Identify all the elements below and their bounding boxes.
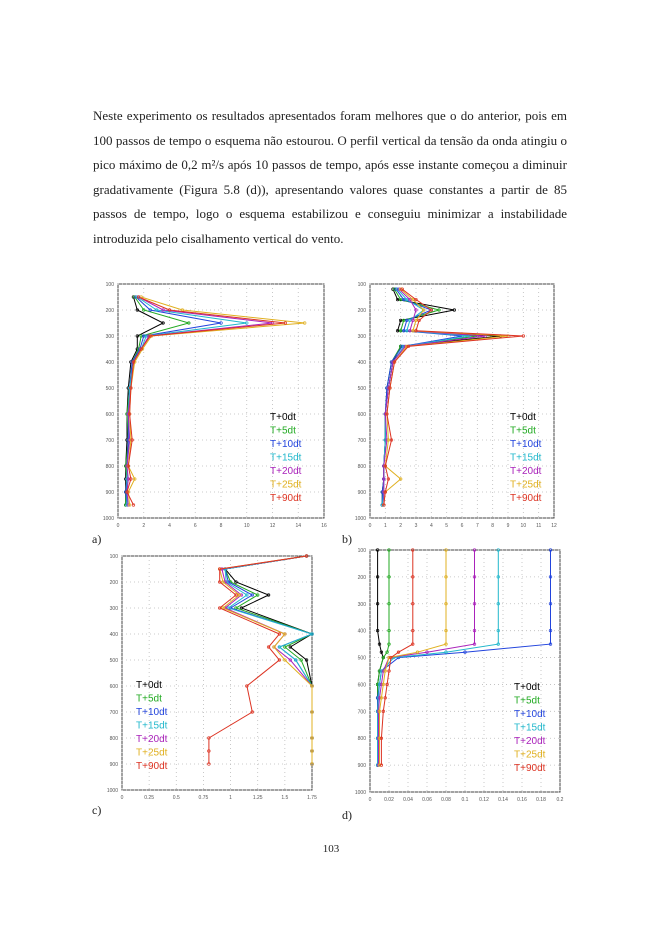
legend-entry: T+10dt [510, 439, 542, 450]
y-tick-label: 400 [357, 628, 366, 635]
y-tick-label: 500 [109, 658, 118, 664]
legend-entry: T+0dt [270, 412, 296, 423]
y-tick-label: 400 [105, 360, 114, 366]
figure-panel-b [342, 280, 562, 535]
x-tick-label: 3 [414, 523, 418, 529]
x-tick-label: 6 [460, 523, 464, 529]
legend-entry: T+90dt [270, 493, 302, 504]
x-tick-label: 10 [243, 523, 250, 529]
x-tick-label: 12 [269, 523, 276, 529]
y-tick-label: 800 [357, 464, 366, 470]
legend-entry: T+10dt [136, 707, 168, 718]
y-tick-label: 800 [357, 736, 366, 743]
y-tick-label: 600 [109, 684, 118, 690]
x-tick-label: 1.75 [307, 795, 317, 801]
y-tick-label: 100 [109, 554, 118, 560]
legend-entry: T+10dt [270, 439, 302, 450]
body-paragraph: Neste experimento os resultados apresentados foram melhores que o do anterior, pois em 100 passos de tempo o esquema não estourou. O perfil vertical da tensão da onda atingiu o pico máximo de 0,2 m²/s após 10 passos de tempo, após esse instante começou a diminuir gradativamente (Figura 5.8 (d)), apresentando valores quase constantes a partir de 85 passos de tempo, logo o esquema estabilizou e conseguiu minimizar a instabilidade introduzida pelo cisalhamento vertical do vento. [93, 108, 567, 246]
y-tick-label: 600 [105, 412, 114, 418]
legend-entry: T+20dt [514, 736, 546, 747]
x-tick-label: 0 [116, 523, 120, 529]
y-tick-label: 500 [357, 386, 366, 392]
panel-label-b: b) [342, 532, 352, 546]
y-tick-label: 1000 [102, 516, 114, 522]
y-tick-label: 400 [357, 360, 366, 366]
series-line [382, 289, 462, 505]
legend-entry: T+25dt [514, 749, 546, 761]
legend-entry: T+5dt [270, 425, 296, 437]
x-tick-label: 2 [399, 523, 403, 529]
x-tick-label: 0.75 [198, 795, 209, 801]
y-tick-label: 300 [357, 334, 366, 340]
chart-d [342, 544, 564, 806]
chart-a [88, 280, 328, 535]
y-tick-label: 900 [357, 763, 366, 770]
x-tick-label: 7 [475, 523, 479, 529]
legend-entry: T+25dt [136, 747, 168, 759]
y-tick-label: 200 [357, 574, 366, 581]
x-tick-label: 6 [193, 523, 197, 529]
y-tick-label: 400 [109, 632, 118, 638]
y-tick-label: 300 [105, 334, 114, 340]
legend-entry: T+25dt [270, 479, 302, 491]
panel-label-a: a) [92, 532, 102, 546]
legend-entry: T+20dt [136, 734, 168, 745]
x-tick-label: 12 [551, 523, 557, 529]
x-tick-label: 14 [295, 523, 302, 529]
x-tick-label: 4 [429, 523, 433, 529]
y-tick-label: 800 [105, 464, 114, 470]
legend-entry: T+20dt [270, 466, 302, 477]
x-tick-label: 1.25 [252, 795, 263, 801]
x-tick-label: 4 [168, 523, 171, 529]
x-tick-label: 1 [229, 795, 232, 801]
y-tick-label: 100 [357, 548, 366, 554]
chart-c [100, 548, 328, 803]
y-tick-label: 700 [105, 438, 114, 444]
x-tick-label: 0.25 [144, 795, 155, 801]
y-tick-label: 200 [105, 308, 114, 314]
figure-panel-a [88, 280, 328, 535]
legend-entry: T+15dt [510, 452, 542, 464]
y-tick-label: 1000 [106, 788, 118, 794]
y-tick-label: 700 [357, 438, 366, 444]
x-tick-label: 2 [142, 523, 146, 529]
legend-entry: T+90dt [514, 763, 546, 774]
legend-entry: T+90dt [510, 493, 542, 504]
y-tick-label: 1000 [354, 516, 366, 522]
chart-b [342, 280, 562, 535]
y-tick-label: 300 [357, 601, 366, 608]
y-tick-label: 700 [357, 709, 366, 716]
x-tick-label: 0.5 [172, 795, 180, 801]
x-tick-label: 0.08 [441, 797, 451, 803]
y-tick-label: 600 [357, 682, 366, 689]
x-tick-label: 5 [445, 523, 449, 529]
legend-entry: T+5dt [514, 695, 540, 707]
y-tick-label: 500 [357, 655, 366, 662]
x-tick-label: 0 [120, 795, 124, 801]
x-tick-label: 0.16 [517, 797, 527, 803]
legend-entry: T+15dt [514, 722, 546, 734]
x-tick-label: 0.14 [498, 797, 508, 803]
y-tick-label: 900 [357, 490, 366, 496]
series-line [382, 289, 477, 505]
x-tick-label: 0.12 [479, 797, 489, 803]
y-tick-label: 500 [105, 386, 114, 392]
y-tick-label: 200 [357, 308, 366, 314]
legend-entry: T+20dt [510, 466, 542, 477]
x-tick-label: 0 [368, 797, 372, 803]
series-line [126, 297, 163, 505]
x-tick-label: 1.5 [281, 795, 289, 801]
legend-entry: T+15dt [136, 720, 168, 732]
y-tick-label: 700 [109, 710, 118, 716]
y-tick-label: 900 [105, 490, 114, 496]
series-line [126, 297, 189, 505]
x-tick-label: 11 [536, 523, 542, 529]
x-tick-label: 0.06 [422, 797, 432, 803]
x-tick-label: 10 [520, 523, 527, 529]
y-tick-label: 1000 [354, 790, 366, 796]
series-line [378, 550, 499, 765]
x-tick-label: 16 [321, 523, 327, 529]
figure-panel-d [342, 544, 564, 806]
legend-entry: T+0dt [510, 412, 536, 423]
y-tick-label: 200 [109, 580, 118, 586]
x-tick-label: 0.02 [384, 797, 394, 803]
x-tick-label: 0 [368, 523, 372, 529]
series-line [384, 289, 485, 505]
x-tick-label: 0.1 [461, 797, 469, 803]
x-tick-label: 0.04 [403, 797, 413, 803]
legend-entry: T+0dt [514, 682, 540, 693]
legend-entry: T+15dt [270, 452, 302, 464]
x-tick-label: 8 [219, 523, 223, 529]
x-tick-label: 8 [491, 523, 495, 529]
y-tick-label: 100 [105, 282, 114, 288]
panel-label-c: c) [92, 803, 102, 817]
series-line [127, 297, 273, 505]
legend-entry: T+5dt [510, 425, 536, 437]
legend-entry: T+10dt [514, 709, 546, 720]
y-tick-label: 600 [357, 412, 366, 418]
page-number: 103 [322, 843, 340, 855]
series-line [382, 289, 469, 505]
legend-entry: T+90dt [136, 761, 168, 772]
y-tick-label: 300 [109, 606, 118, 612]
x-tick-label: 9 [506, 523, 510, 529]
series-line [384, 289, 508, 505]
x-tick-label: 0.2 [556, 797, 564, 803]
y-tick-label: 800 [109, 736, 118, 742]
y-tick-label: 900 [109, 762, 118, 768]
panel-label-d: d) [342, 808, 352, 822]
legend-entry: T+0dt [136, 680, 162, 691]
x-tick-label: 1 [383, 523, 387, 529]
legend-entry: T+25dt [510, 479, 542, 491]
y-tick-label: 100 [357, 282, 366, 288]
legend-entry: T+5dt [136, 693, 162, 705]
figure-panel-c [100, 548, 328, 803]
x-tick-label: 0.18 [536, 797, 546, 803]
